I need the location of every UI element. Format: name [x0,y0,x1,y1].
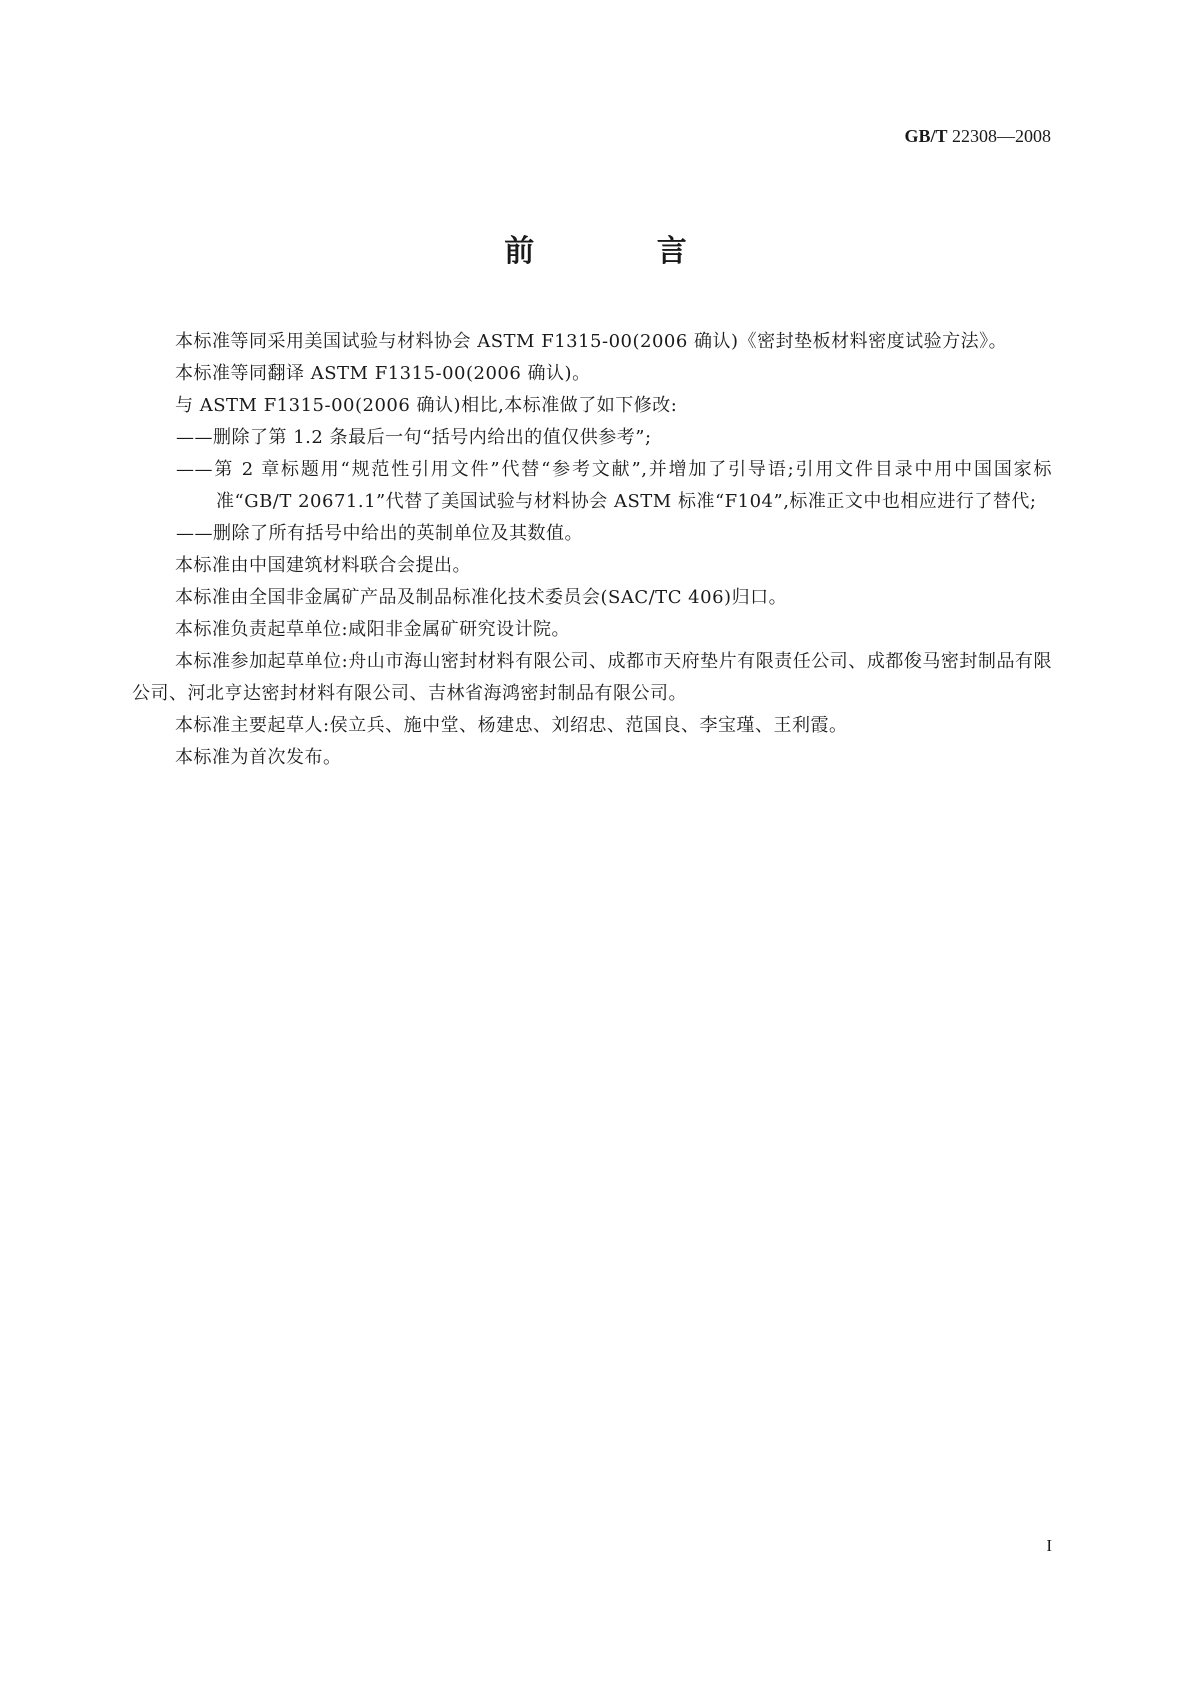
standard-number [904,126,1051,147]
standard-code: GB/T [904,126,948,146]
list-item-change-1: ——删除了第 1.2 条最后一句“括号内给出的值仅供参考”; [176,427,652,448]
paragraph-adoption: 本标准等同采用美国试验与材料协会 ASTM F1315-00(2006 确认)《密封垫板材料密度试验方法》。 [175,331,1008,352]
page-number: I [1046,1536,1052,1555]
paragraph-participating-drafters: 本标准参加起草单位:舟山市海山密封材料有限公司、成都市天府垫片有限责任公司、成都俊马密封制品有限公司、河北亨达密封材料有限公司、吉林省海鸿密封制品有限公司。 [132,651,1052,704]
paragraph-translation: 本标准等同翻译 ASTM F1315-00(2006 确认)。 [175,363,591,384]
paragraph-changes-intro: 与 ASTM F1315-00(2006 确认)相比,本标准做了如下修改: [175,395,678,416]
paragraph-committee: 本标准由全国非金属矿产品及制品标准化技术委员会(SAC/TC 406)归口。 [175,587,788,608]
list-item-change-2: ——第 2 章标题用“规范性引用文件”代替“参考文献”,并增加了引导语;引用文件目录中用中国国家标准“GB/T 20671.1”代替了美国试验与材料协会 ASTM 标准“F104”,标准正文中也相应进行了替代; [176,459,1052,512]
paragraph-first-release: 本标准为首次发布。 [175,747,342,768]
page-title: 前 言 [504,234,743,269]
paragraph-lead-drafter: 本标准负责起草单位:咸阳非金属矿研究设计院。 [175,619,571,640]
paragraph-proposer: 本标准由中国建筑材料联合会提出。 [175,555,471,576]
list-item-change-3: ——删除了所有括号中给出的英制单位及其数值。 [176,523,583,544]
paragraph-main-drafters: 本标准主要起草人:侯立兵、施中堂、杨建忠、刘绍忠、范国良、李宝瑾、王利霞。 [175,715,848,736]
standard-year: 22308—2008 [952,126,1051,146]
foreword-body [132,326,1052,774]
